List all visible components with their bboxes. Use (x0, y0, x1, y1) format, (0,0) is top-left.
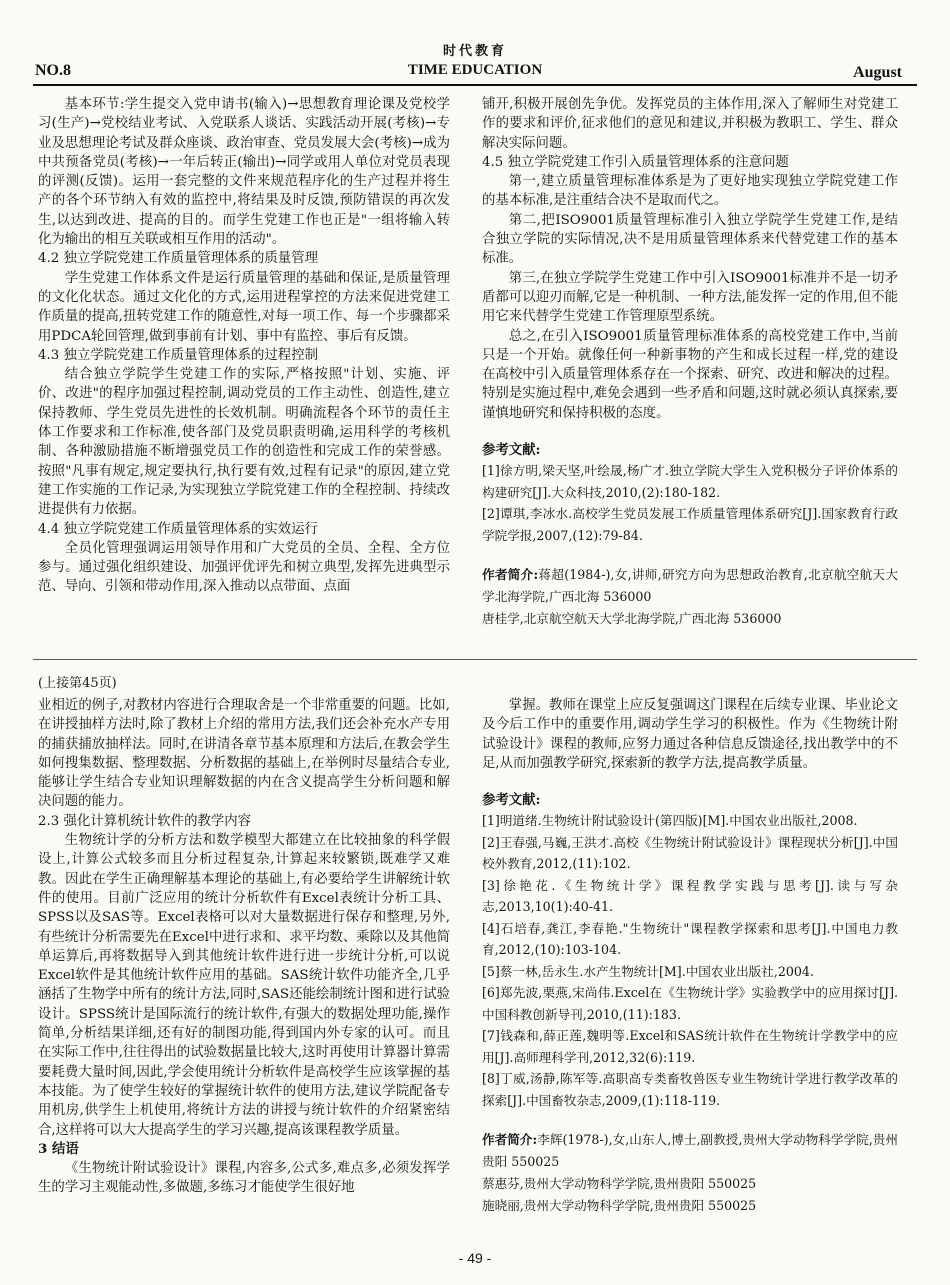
issue-number: NO.8 (35, 62, 71, 79)
author-line: 蔡惠芬,贵州大学动物科学学院,贵州贵阳 550025 (482, 1176, 757, 1192)
reference-item: [6]郑先波,栗燕,宋尚伟.Excel在《生物统计学》实验教学中的应用探讨[J].中国科教创新导刊,2010,(11):183. (482, 985, 898, 1022)
journal-name-en: TIME EDUCATION (407, 62, 543, 78)
author-line: 唐桂学,北京航空航天大学北海学院,广西北海 536000 (482, 611, 782, 627)
top-right-column (482, 95, 898, 630)
reference-item: [1]徐方明,梁天坚,叶绘晟,杨广才.独立学院大学生入党积极分子评价体系的构建研究[J].大众科技,2010,(2):180-182. (482, 463, 898, 500)
section-heading: 4.3 独立学院党建工作质量管理体系的过程控制 (38, 347, 318, 363)
section-heading: 2.3 强化计算机统计软件的教学内容 (38, 813, 252, 829)
paragraph: 业相近的例子,对教材内容进行合理取舍是一个非常重要的问题。比如,在讲授抽样方法时,除了教材上介绍的常用方法,我们还会补充水产专用的捕获捕放抽样法。同时,在讲清各章节基本原理和方法后,在教会学生如何搜集数据、整理数据、分析数据的基础上,在举例时尽量结合专业,能够让学生结合专业知识理解数据的内在含义提高学生分析问题和解决问题的能力。 (38, 698, 450, 810)
journal-name-cn: 时代教育 (442, 44, 507, 59)
header-rule (33, 84, 917, 86)
paragraph: 《生物统计附试验设计》课程,内容多,公式多,难点多,必须发挥学生的学习主观能动性,多做题,多练习才能使学生很好地 (38, 1161, 450, 1196)
author-info (482, 564, 898, 608)
section-divider (33, 659, 917, 660)
paragraph: 学生党建工作体系文件是运行质量管理的基础和保证,是质量管理的文化化状态。通过文化化的方式,运用进程掌控的方法来促进党建工作质量的提高,扭转党建工作的随意性,对每一项工作、每一个步骤都采用PDCA轮回管理,做到事前有计划、事中有监控、事后有反馈。 (38, 270, 450, 344)
author-line: 蒋超(1984-),女,讲师,研究方向为思想政治教育,北京航空航天大学北海学院,广西北海 536000 (482, 567, 898, 605)
top-left-column (38, 95, 450, 597)
paragraph: 结合独立学院学生党建工作的实际,严格按照"计划、实施、评价、改进"的程序加强过程控制,调动党员的工作主动性、创造性,建立保持教师、学生党员先进性的长效机制。明确流程各个环节的责任主体工作要求和工作标准,使各部门及党员职责明确,运用科学的考核机制、各种激励措施不断增强党员工作的创造性和完成工作的荣誉感。按照"凡事有规定,规定要执行,执行要有效,过程有记录"的原因,建立党建工作实施的工作记录,为实现独立学院党建工作的全程控制、持续改进提供有力依据。 (38, 367, 450, 518)
author-label: 作者简介: (482, 567, 539, 583)
section-heading: 4.2 独立学院党建工作质量管理体系的质量管理 (38, 251, 318, 267)
paragraph: 基本环节:学生提交入党申请书(输入)→思想教育理论课及党校学习(生产)→党校结业考试、入党联系人谈话、实践活动开展(考核)→专业及思想理论考试及群众座谈、政治审查、党员发展大会(考核)→成为中共预备党员(考核)→一年后转正(输出)→同学或用人单位对党员表现的评测(反馈)。运用一套完整的文件来规范程序化的生产过程并将生产的各个环节纳入有效的监控中,将结果及时反馈,预防错误的再次发生,以达到改进、提高的目的。而学生党建工作也正是"一组将输入转化为输出的相互关联或相互作用的活动"。 (38, 97, 450, 248)
references-title: 参考文献: (482, 442, 541, 459)
reference-item: [4]石培春,龚江,李春艳."生物统计"课程教学探索和思考[J].中国电力教育,2012,(10):103-104. (482, 920, 898, 958)
author-info (482, 1129, 898, 1173)
bottom-left-column (38, 696, 450, 1198)
section-heading: 4.5 独立学院党建工作引入质量管理体系的注意问题 (482, 154, 789, 170)
paragraph: 第二,把ISO9001质量管理标准引入独立学院学生党建工作,是结合独立学院的实际情况,决不是用质量管理体系来代替党建工作的基本标准。 (482, 212, 898, 267)
reference-item: [5]蔡一林,岳永生.水产生物统计[M].中国农业出版社,2004. (482, 963, 814, 979)
section-heading: 4.4 独立学院党建工作质量管理体系的实效运行 (38, 521, 318, 537)
reference-item: [1]明道绪.生物统计附试验设计(第四版)[M].中国农业出版社,2008. (482, 813, 858, 829)
paragraph: 全员化管理强调运用领导作用和广大党员的全员、全程、全方位参与。通过强化组织建设、加强评优评先和树立典型,发挥先进典型示范、导向、引领和带动作用,深入推动以点带面、点面 (38, 540, 450, 595)
author-line: 施晓丽,贵州大学动物科学学院,贵州贵阳 550025 (482, 1198, 757, 1214)
author-line: 李辉(1978-),女,山东人,博士,副教授,贵州大学动物科学学院,贵州贵阳 550025 (482, 1132, 898, 1170)
page-header (0, 0, 950, 90)
references-title: 参考文献: (482, 792, 541, 809)
bottom-right-column (482, 696, 898, 1217)
paragraph: 第三,在独立学院学生党建工作中引入ISO9001标准并不是一切矛盾都可以迎刃而解,它是一种机制、一种方法,能发挥一定的作用,但不能用它来代替学生党建工作管理原型系统。 (482, 270, 898, 325)
reference-item: [7]钱森和,薛正莲,魏明等.Excel和SAS统计软件在生物统计学教学中的应用[J].高师理科学刊,2012,32(6):119. (482, 1028, 898, 1065)
reference-item: [2]王春强,马巍,王洪才.高校《生物统计附试验设计》课程现状分析[J].中国校外教育,2012,(11):102. (482, 834, 898, 872)
paragraph: 掌握。教师在课堂上应反复强调这门课程在后续专业课、毕业论文及今后工作中的重要作用,调动学生学习的积极性。作为《生物统计附试验设计》课程的教师,应努力通过各种信息反馈途径,找出教学中的不足,从而加强教学研究,探索新的教学方法,提高教学质量。 (482, 698, 898, 771)
section-heading: 3 结语 (38, 1140, 79, 1157)
page-number: - 49 - (458, 1250, 492, 1266)
reference-item: [8]丁威,汤静,陈军等.高职高专类畜牧兽医专业生物统计学进行教学改革的探索[J].中国畜牧杂志,2009,(1):118-119. (482, 1071, 898, 1108)
paragraph: 铺开,积极开展创先争优。发挥党员的主体作用,深入了解师生对党建工作的要求和评价,征求他们的意见和建议,并积极为教职工、学生、群众解决实际问题。 (482, 97, 898, 151)
issue-month: August (853, 64, 902, 81)
paragraph: 第一,建立质量管理标准体系是为了更好地实现独立学院党建工作的基本标准,是注重结合决不是取而代之。 (482, 174, 898, 209)
reference-item: [2]谭琪,李冰水.高校学生党员发展工作质量管理体系研究[J].国家教育行政学院学报,2007,(12):79-84. (482, 506, 898, 543)
author-label: 作者简介: (482, 1132, 538, 1148)
paragraph: 生物统计学的分析方法和数学模型大都建立在比较抽象的科学假设上,计算公式较多而且分析过程复杂,计算起来较繁锁,既难学又难教。因此在学生正确理解基本理论的基础上,有必要给学生讲解统计软件的使用。目前广泛应用的统计分析软件有Excel表统计分析工具、SPSS以及SAS等。Excel表格可以对大量数据进行保存和整理,另外,有些统计分析需要先在Excel中进行求和、求平均数、乘除以及其他简单运算后,再将数据导入到其他统计软件进行进一步统计分析,可以说Excel软件是其他统计软件应用的基础。SAS统计软件功能齐全,几乎涵括了生物学中所有的统计方法,同时,SAS还能绘制统计图和进行试验设计。SPSS统计是国际流行的统计软件,有强大的数据处理功能,操作简单,分析结果详细,还有好的制图功能,得到国内外专家的认可。而且在实际工作中,往往得出的试验数据量比较大,这时再使用计算器计算需要耗费大量时间,因此,学会使用统计分析软件是高校学生应该掌握的基本技能。为了使学生较好的掌握统计软件的使用方法,建议学院配备专用机房,供学生上机使用,将统计方法的讲授与统计软件的介绍紧密结合,这样将可以大大提高学生的学习兴趣,提高该课程教学质量。 (38, 833, 450, 1138)
continuation-note: (上接第45页) (38, 676, 117, 691)
paragraph: 总之,在引入ISO9001质量管理标准体系的高校党建工作中,当前只是一个开始。就像任何一种新事物的产生和成长过程一样,党的建设在高校中引入质量管理体系存在一个探索、研究、改进和解决的过程。特别是实施过程中,难免会遇到一些矛盾和问题,这时就必须认真探索,要谨慎地研究和保持积极的态度。 (482, 328, 898, 421)
reference-item: [3]徐艳花.《生物统计学》课程教学实践与思考[J].读与写杂志,2013,10(1):40-41. (482, 877, 898, 915)
